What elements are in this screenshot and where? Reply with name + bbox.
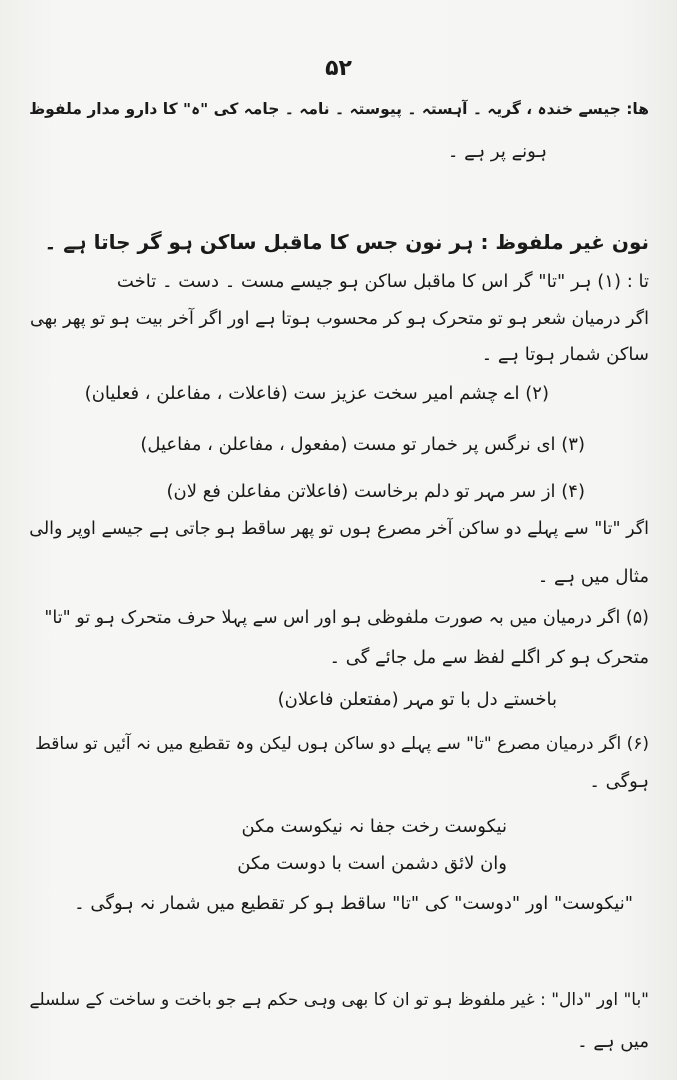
text-line: (۲) اے چشم امیر سخت عزیز ست (فاعلات ، مفاعلن ، فعلیان) (84, 383, 549, 404)
text-line: (۳) ای نرگس پر خمار تو مست (مفعول ، مفاعلن ، مفاعیل) (140, 434, 585, 455)
page-number: ۵۲ (325, 56, 352, 81)
text-line: "با" اور "دال" : غیر ملفوظ ہو تو ان کا بھی وہی حکم ہے جو باخت و ساخت کے سلسلے (29, 990, 649, 1010)
text-line: متحرک ہو کر اگلے لفظ سے مل جائے گی ۔ (329, 647, 649, 668)
text-line: ھا: جیسے خندہ ، گریہ ۔ آہستہ ۔ پیوستہ ۔ نامہ ۔ جامہ کی "ہ" کا دارو مدار ملفوظ (29, 100, 649, 118)
text-line: اگر درمیان شعر ہو تو متحرک ہو کر محسوب ہوتا ہے اور اگر آخر بیت ہو تو پھر بھی (30, 309, 649, 329)
text-line: ہوگی ۔ (589, 771, 649, 792)
text-line: میں ہے ۔ (577, 1031, 649, 1052)
text-line: نیکوست رخت جفا نہ نیکوست مکن (241, 816, 507, 837)
text-line: "نیکوست" اور "دوست" کی "تا" ساقط ہو کر تقطیع میں شمار نہ ہوگی ۔ (74, 893, 633, 914)
text-line: وان لائق دشمن است با دوست مکن (237, 853, 507, 874)
text-line: (۴) از سر مہر تو دلم برخاست (فاعلاتن مفاعلن فع لان) (166, 481, 585, 502)
text-line: تا : (۱) ہر "تا" گر اس کا ماقبل ساکن ہو جیسے مست ۔ دست ۔ تاخت (116, 271, 649, 292)
text-line: ساکن شمار ہوتا ہے ۔ (481, 344, 649, 365)
text-line: اگر "تا" سے پہلے دو ساکن آخر مصرع ہوں تو پھر ساقط ہو جاتی ہے جیسے اوپر والی (29, 519, 649, 539)
text-line: (۵) اگر درمیان میں بہ صورت ملفوظی ہو اور اس سے پہلا حرف متحرک ہو تو "تا" (44, 608, 649, 628)
text-line: باخستے دل با تو مہر (مفتعلن فاعلان) (277, 689, 557, 710)
text-line: ہونے پر ہے ۔ (447, 141, 547, 162)
text-line: مثال میں ہے ۔ (537, 566, 649, 587)
text-line: نون غیر ملفوظ : ہر نون جس کا ماقبل ساکن ہو گر جاتا ہے ۔ (44, 230, 649, 254)
text-line: (۶) اگر درمیان مصرع "تا" سے پہلے دو ساکن ہوں لیکن وہ تقطیع میں نہ آئیں تو ساقط (35, 734, 649, 754)
